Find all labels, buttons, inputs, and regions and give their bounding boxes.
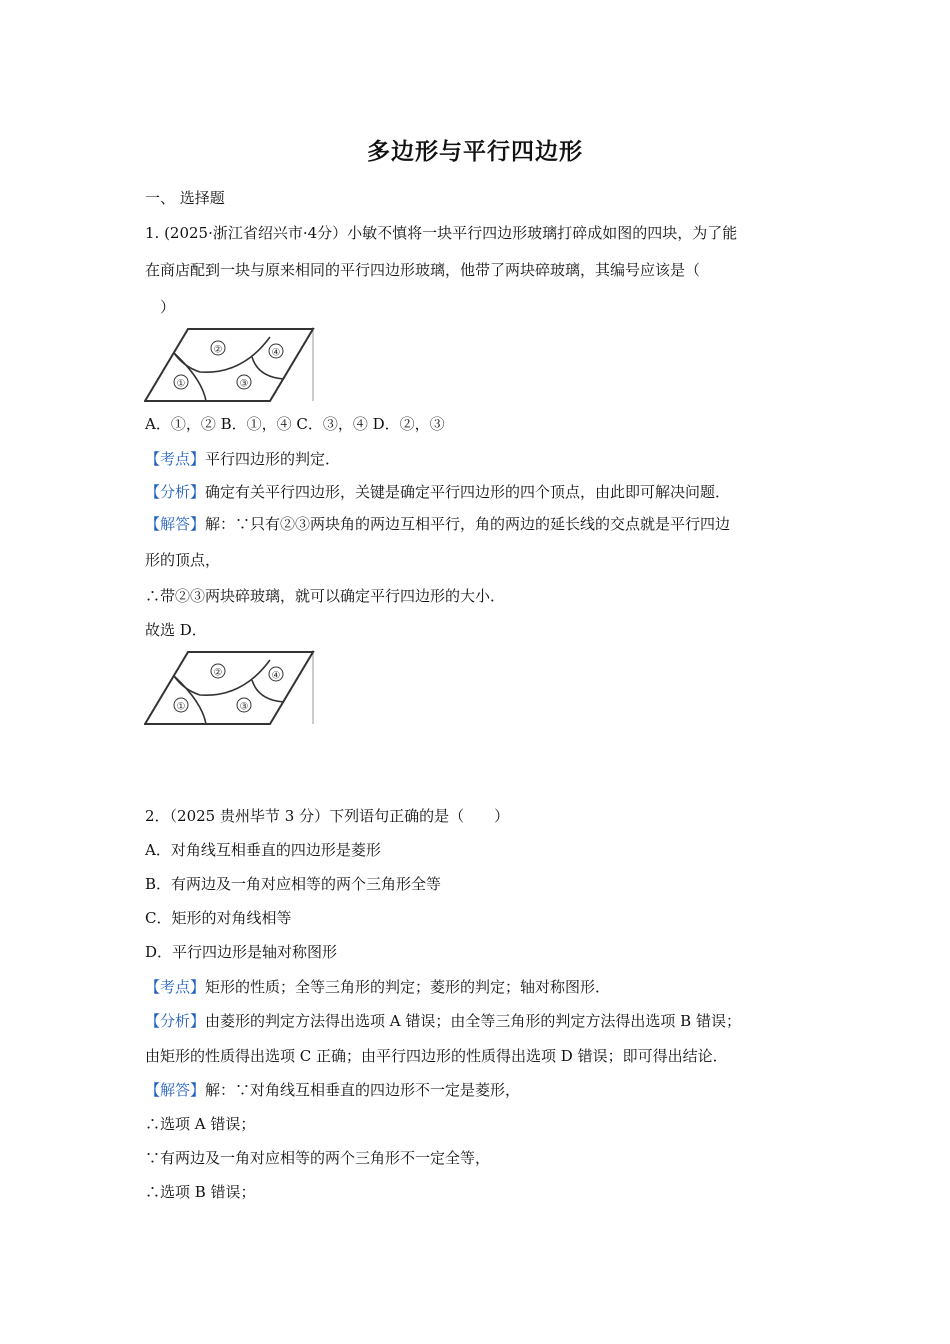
q2-option-a: A．对角线互相垂直的四边形是菱形 bbox=[145, 841, 381, 859]
q2-jieda-line3: ∵有两边及一角对应相等的两个三角形不一定全等， bbox=[145, 1149, 491, 1167]
q2-kaodian bbox=[145, 977, 610, 997]
jieda-text: 解：∵对角线互相垂直的四边形不一定是菱形， bbox=[205, 1081, 521, 1099]
q1-stem-line3: ） bbox=[160, 298, 176, 316]
broken-parallelogram-diagram bbox=[144, 650, 316, 726]
broken-parallelogram-diagram bbox=[144, 327, 316, 403]
fenxi-text: 由菱形的判定方法得出选项 A 错误；由全等三角形的判定方法得出选项 B 错误； bbox=[205, 1012, 741, 1030]
piece-2-label: ② bbox=[213, 667, 223, 679]
q1-answer: 故选 D． bbox=[145, 621, 207, 639]
q1-stem-line1: 1. (2025·浙江省绍兴市·4分）小敏不慎将一块平行四边形玻璃打碎成如图的四块，为了能 bbox=[145, 224, 738, 242]
kaodian-text: 平行四边形的判定． bbox=[205, 450, 341, 468]
q2-fenxi-line2: 由矩形的性质得出选项 C 正确；由平行四边形的性质得出选项 D 错误；即可得出结论． bbox=[145, 1047, 728, 1065]
q2-stem: 2．（2025 贵州毕节 3 分）下列语句正确的是（ ） bbox=[145, 807, 510, 825]
section-heading: 一、 选择题 bbox=[145, 189, 225, 207]
q1-answer-figure bbox=[144, 650, 316, 726]
piece-4-label: ④ bbox=[271, 347, 281, 359]
kaodian-tag: 【考点】 bbox=[145, 978, 206, 996]
page-title: 多边形与平行四边形 bbox=[367, 139, 583, 165]
fenxi-text: 确定有关平行四边形，关键是确定平行四边形的四个顶点，由此即可解决问题． bbox=[205, 483, 731, 501]
q1-jieda-line3: ∴带②③两块碎玻璃，就可以确定平行四边形的大小． bbox=[145, 587, 506, 605]
q1-options: A．①，② B．①，④ C．③，④ D．②，③ bbox=[145, 415, 445, 433]
q1-jieda-line1 bbox=[145, 514, 730, 534]
jieda-tag: 【解答】 bbox=[145, 1081, 206, 1099]
q1-fenxi bbox=[145, 482, 730, 502]
q1-kaodian bbox=[145, 449, 340, 469]
q2-jieda-line4: ∴选项 B 错误； bbox=[145, 1183, 256, 1201]
q2-jieda-line1 bbox=[145, 1080, 520, 1100]
kaodian-text: 矩形的性质；全等三角形的判定；菱形的判定；轴对称图形． bbox=[205, 978, 611, 996]
q2-option-d: D．平行四边形是轴对称图形 bbox=[145, 943, 338, 961]
piece-3-label: ③ bbox=[239, 701, 249, 713]
fenxi-tag: 【分析】 bbox=[145, 1012, 206, 1030]
piece-1-label: ① bbox=[176, 701, 186, 713]
jieda-tag: 【解答】 bbox=[145, 515, 206, 533]
piece-1-label: ① bbox=[176, 378, 186, 390]
q2-option-b: B．有两边及一角对应相等的两个三角形全等 bbox=[145, 875, 442, 893]
q1-jieda-line2: 形的顶点， bbox=[145, 551, 221, 569]
q1-figure bbox=[144, 327, 316, 403]
q1-stem-line2: 在商店配到一块与原来相同的平行四边形玻璃，他带了两块碎玻璃，其编号应该是（ bbox=[145, 261, 701, 279]
piece-3-label: ③ bbox=[239, 378, 249, 390]
piece-4-label: ④ bbox=[271, 670, 281, 682]
jieda-text: 解：∵只有②③两块角的两边互相平行，角的两边的延长线的交点就是平行四边 bbox=[205, 515, 731, 533]
piece-2-label: ② bbox=[213, 344, 223, 356]
q2-option-c: C．矩形的对角线相等 bbox=[145, 909, 292, 927]
q2-fenxi-line1 bbox=[145, 1011, 741, 1031]
q2-jieda-line2: ∴选项 A 错误； bbox=[145, 1115, 256, 1133]
fenxi-tag: 【分析】 bbox=[145, 483, 206, 501]
kaodian-tag: 【考点】 bbox=[145, 450, 206, 468]
